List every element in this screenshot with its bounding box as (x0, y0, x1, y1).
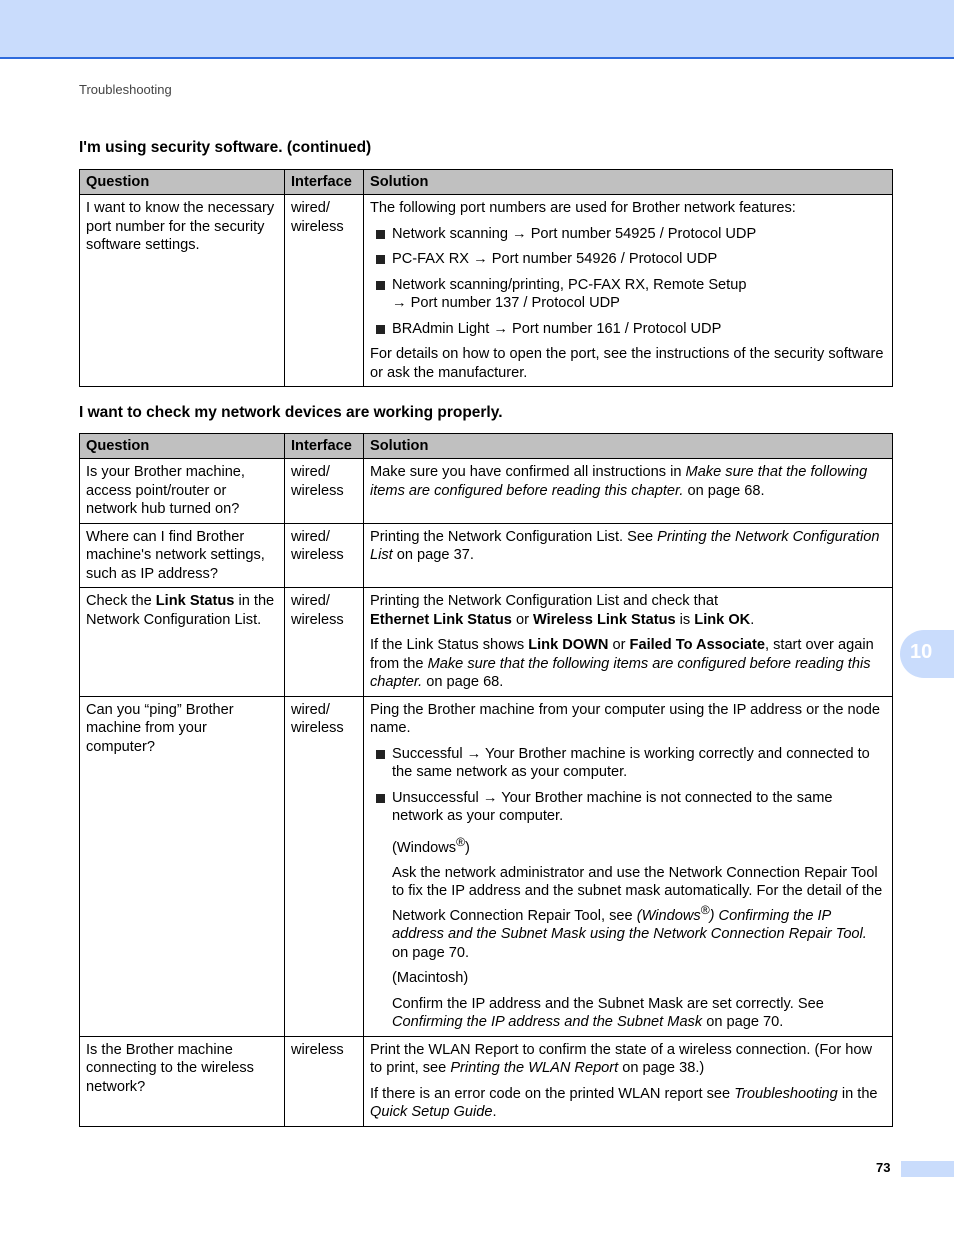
solution-text-part: Confirm the IP address and the Subnet Mask are set correctly. See (392, 995, 824, 1012)
cross-reference-part: ) Confirming the IP address and the Subnet Mask using the Network Connection Repair Tool. (392, 907, 867, 943)
solution-text (392, 864, 886, 962)
interface-cell: wireless (285, 1036, 364, 1126)
page-reference: on page 68. (422, 674, 504, 690)
bullet-item (370, 276, 886, 313)
column-header-question: Question (80, 170, 285, 195)
page-number-bar (901, 1161, 954, 1177)
solution-text (370, 592, 886, 629)
solution-cell (364, 195, 893, 387)
column-header-solution: Solution (364, 434, 893, 459)
os-label-macintosh: (Macintosh) (392, 970, 469, 987)
bullet-item: Successful → Your Brother machine is working correctly and connected to the same network as your computer. (370, 745, 886, 782)
chapter-number: 10 (910, 641, 933, 663)
solution-text: Ping the Brother machine from your computer using the IP address or the node name. (370, 701, 880, 736)
question-cell: Where can I find Brother machine's network settings, such as IP address? (80, 523, 285, 588)
solution-text-part: Ask the network administrator and use the Network Connection Repair Tool to fix the IP address and the subnet mask automatically. For the detail of the Network Connection Repair Tool, see (392, 864, 883, 924)
running-head: Troubleshooting (79, 82, 172, 97)
solution-cell (364, 459, 893, 524)
cross-reference: Quick Setup Guide (370, 1104, 493, 1121)
section-title-network: I want to check my network devices are working properly. (79, 404, 503, 421)
interface-cell: wired/ wireless (285, 459, 364, 524)
solution-text-part: or (608, 637, 630, 653)
column-header-interface: Interface (285, 434, 364, 459)
network-table (79, 433, 893, 1127)
setting-name: Wireless Link Status (533, 611, 676, 628)
solution-text-part: or (511, 611, 533, 628)
solution-text-part: If there is an error code on the printed WLAN report see (370, 1085, 735, 1102)
solution-text (370, 636, 886, 692)
table-row (80, 523, 893, 588)
cross-reference: Confirming the IP address and the Subnet Mask (392, 1014, 703, 1031)
bullet-text: Network scanning/printing, PC-FAX RX, Remote Setup (392, 276, 747, 293)
header-band (0, 0, 954, 59)
page-number: 73 (876, 1160, 891, 1175)
solution-text-part: . (492, 1104, 497, 1121)
question-cell: Can you “ping” Brother machine from your computer? (80, 696, 285, 1036)
cross-reference: Make sure that the following items are configured before reading this chapter. (370, 655, 871, 690)
table-row (80, 1036, 893, 1126)
solution-text (370, 1085, 886, 1122)
os-label-text: (Windows (392, 839, 457, 856)
chapter-tab (900, 630, 954, 678)
cross-reference: Troubleshooting (734, 1085, 838, 1102)
question-cell (80, 588, 285, 697)
section-title-security: I'm using security software. (continued) (79, 139, 372, 156)
setting-value: Failed To Associate (629, 637, 765, 653)
page-reference: on page 37. (392, 547, 474, 563)
solution-cell (364, 1036, 893, 1126)
setting-name: Ethernet Link Status (370, 611, 512, 628)
solution-text (392, 995, 886, 1032)
os-label-windows (392, 833, 886, 857)
cross-reference-part: (Windows (636, 907, 701, 924)
question-cell: Is the Brother machine connecting to the wireless network? (80, 1036, 285, 1126)
question-text: Check the (86, 593, 156, 609)
table-row (80, 459, 893, 524)
solution-text-part: Print the WLAN Report to confirm the state of a wireless connection. (For how to print, see (370, 1041, 873, 1077)
solution-cell (364, 523, 893, 588)
registered-mark: ® (456, 834, 466, 849)
table-row (80, 588, 893, 697)
solution-text (370, 1041, 886, 1078)
bullet-text-continued: → Port number 137 / Protocol UDP (392, 295, 620, 311)
bullet-item: Unsuccessful → Your Brother machine is not connected to the same network as your computer. (370, 789, 886, 826)
solution-text: Make sure you have confirmed all instructions in (370, 464, 686, 480)
solution-text-part: . (750, 611, 755, 628)
solution-text-part: is (675, 611, 695, 628)
setting-value: Link OK (694, 611, 751, 628)
setting-value: Link DOWN (528, 637, 609, 653)
bullet-item: Network scanning → Port number 54925 / Protocol UDP (370, 225, 886, 244)
bullet-item: BRAdmin Light → Port number 161 / Protocol UDP (370, 320, 886, 339)
column-header-solution: Solution (364, 170, 893, 195)
page-reference: on page 38.) (618, 1060, 705, 1077)
question-cell: I want to know the necessary port number for the security software settings. (80, 195, 285, 387)
solution-text: The following port numbers are used for Brother network features: (370, 200, 796, 216)
page-reference: on page 68. (683, 482, 765, 499)
page-reference: on page 70. (392, 944, 470, 961)
solution-text-part: If the Link Status shows (370, 637, 529, 653)
table-header-row (80, 170, 893, 195)
interface-cell: wired/ wireless (285, 696, 364, 1036)
interface-cell: wired/ wireless (285, 523, 364, 588)
interface-cell: wired/ wireless (285, 195, 364, 387)
registered-mark: ® (700, 902, 710, 917)
solution-text-part: Printing the Network Configuration List and check that (370, 593, 719, 609)
solution-text-part: , start over again from the (370, 637, 874, 672)
security-table (79, 169, 893, 387)
cross-reference: Printing the WLAN Report (450, 1060, 619, 1077)
solution-text-part: in the (837, 1085, 878, 1102)
page-reference: on page 70. (702, 1014, 784, 1031)
bullet-item: PC-FAX RX → Port number 54926 / Protocol UDP (370, 250, 886, 269)
solution-cell (364, 696, 893, 1036)
solution-cell (364, 588, 893, 697)
column-header-interface: Interface (285, 170, 364, 195)
os-label-text: ) (465, 839, 470, 856)
solution-text: For details on how to open the port, see the instructions of the security software or ask the manufacturer. (370, 346, 884, 381)
solution-text: Printing the Network Configuration List. See (370, 528, 658, 545)
question-emphasis: Link Status (155, 593, 235, 609)
table-header-row (80, 434, 893, 459)
table-row (80, 195, 893, 387)
table-row (80, 696, 893, 1036)
question-text: in the Network Configuration List. (86, 593, 275, 628)
cross-reference: Printing the Network Configuration List (370, 528, 880, 563)
interface-cell: wired/ wireless (285, 588, 364, 697)
question-cell: Is your Brother machine, access point/router or network hub turned on? (80, 459, 285, 524)
cross-reference: Make sure that the following items are configured before reading this chapter. (370, 464, 868, 499)
column-header-question: Question (80, 434, 285, 459)
